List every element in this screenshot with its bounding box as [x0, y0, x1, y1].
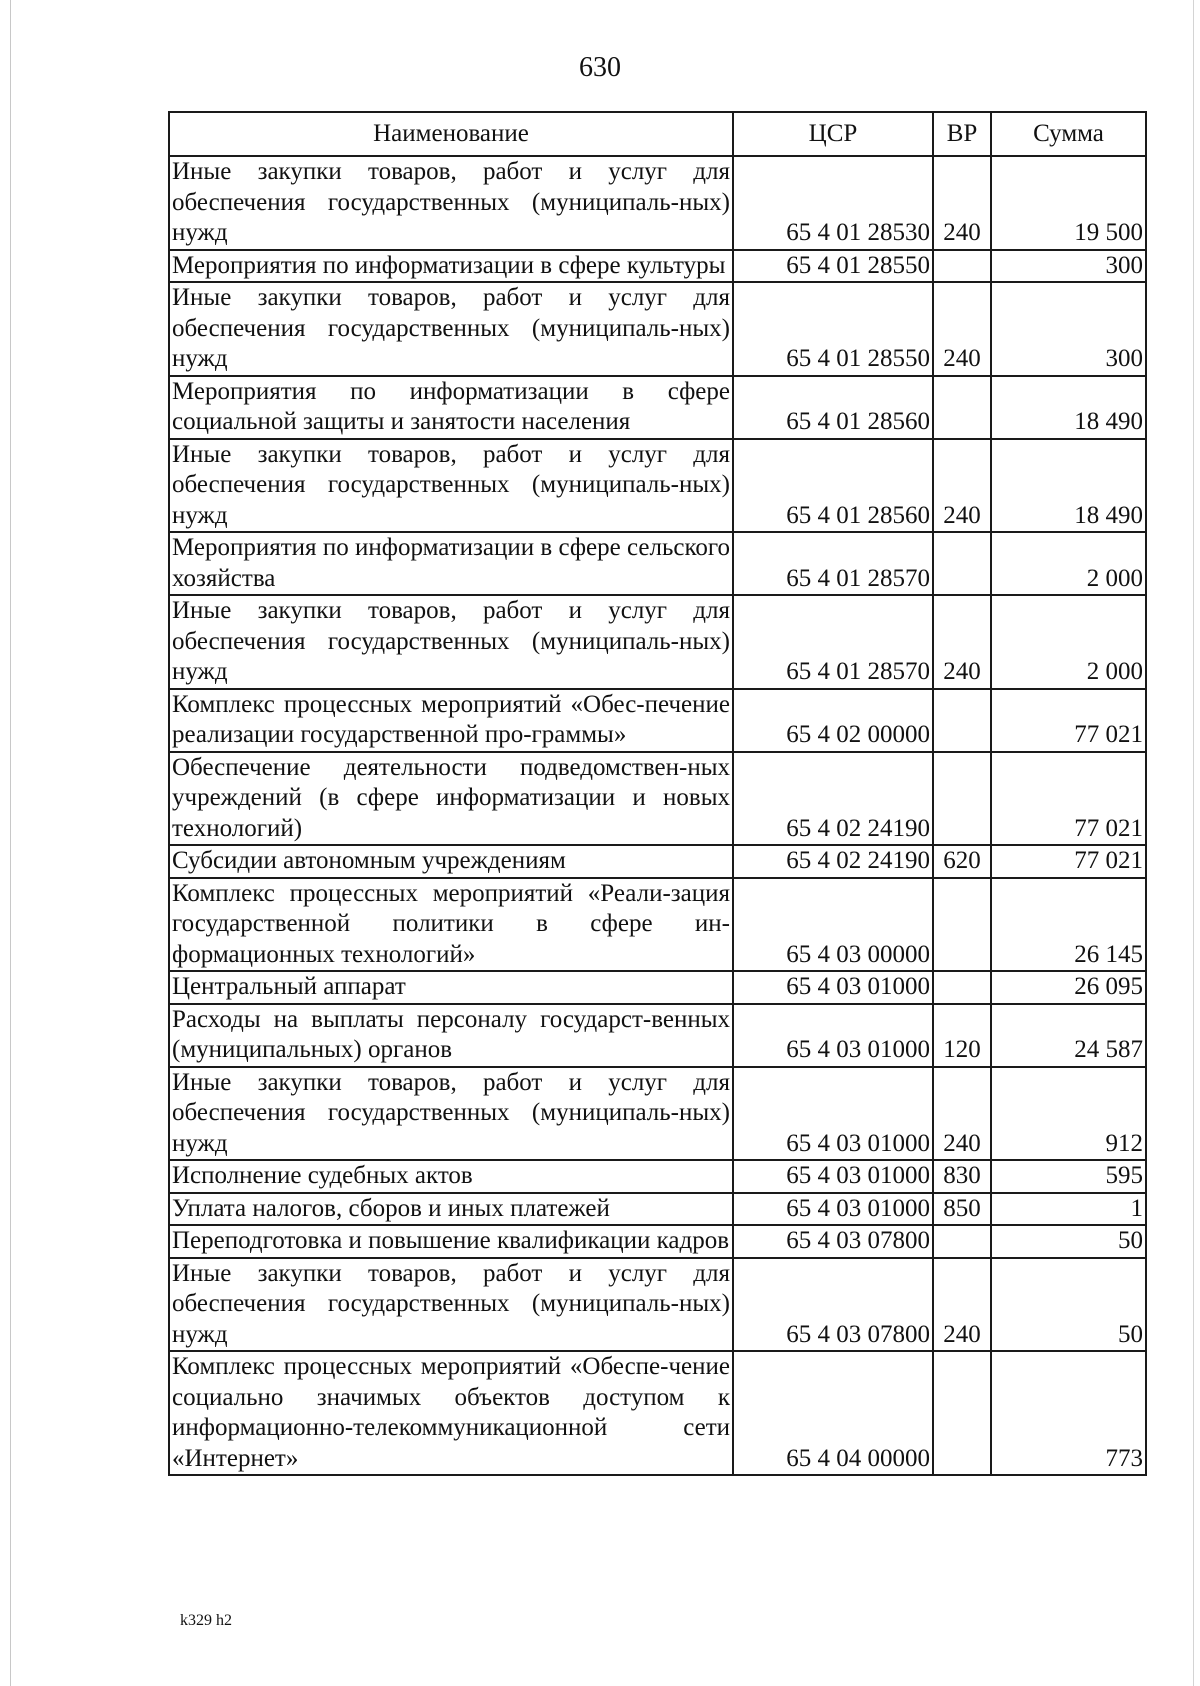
row-name-cell: Уплата налогов, сборов и иных платежей: [169, 1193, 733, 1226]
table-row: [169, 752, 1146, 846]
row-name-cell: Иные закупки товаров, работ и услуг для обеспечения государственных (муниципаль-ных) нужд: [169, 282, 733, 376]
row-sum-cell: 2 000: [991, 595, 1146, 689]
row-sum-cell: 18 490: [991, 439, 1146, 533]
row-vr-cell: 240: [933, 1067, 991, 1161]
scan-edge-right: [1193, 0, 1194, 1686]
row-csr-cell: 65 4 01 28550: [733, 250, 933, 283]
row-sum-cell: 912: [991, 1067, 1146, 1161]
row-sum-cell: 300: [991, 282, 1146, 376]
scan-edge-left: [10, 0, 11, 1686]
row-csr-cell: 65 4 03 01000: [733, 1067, 933, 1161]
table-row: [169, 845, 1146, 878]
row-name-cell: Комплекс процессных мероприятий «Реали-зация государственной политики в сфере ин-формационных технологий»: [169, 878, 733, 972]
row-sum-cell: 50: [991, 1225, 1146, 1258]
table-row: [169, 1225, 1146, 1258]
table-row: [169, 1160, 1146, 1193]
table-row: [169, 439, 1146, 533]
row-csr-cell: 65 4 01 28550: [733, 282, 933, 376]
table-row: [169, 1067, 1146, 1161]
row-csr-cell: 65 4 03 07800: [733, 1225, 933, 1258]
row-name-cell: Мероприятия по информатизации в сфере социальной защиты и занятости населения: [169, 376, 733, 439]
row-vr-cell: [933, 752, 991, 846]
row-vr-cell: [933, 250, 991, 283]
row-sum-cell: 77 021: [991, 845, 1146, 878]
row-sum-cell: 773: [991, 1351, 1146, 1475]
table-row: [169, 156, 1146, 250]
table-row: [169, 971, 1146, 1004]
row-sum-cell: 2 000: [991, 532, 1146, 595]
row-sum-cell: 50: [991, 1258, 1146, 1352]
row-csr-cell: 65 4 01 28570: [733, 595, 933, 689]
row-name-cell: Иные закупки товаров, работ и услуг для обеспечения государственных (муниципаль-ных) нужд: [169, 156, 733, 250]
table-row: [169, 250, 1146, 283]
row-vr-cell: [933, 532, 991, 595]
row-vr-cell: [933, 1351, 991, 1475]
table-row: [169, 595, 1146, 689]
table-row: [169, 282, 1146, 376]
row-sum-cell: 24 587: [991, 1004, 1146, 1067]
table-row: [169, 376, 1146, 439]
row-csr-cell: 65 4 04 00000: [733, 1351, 933, 1475]
footer-code: k329 h2: [180, 1612, 232, 1629]
table-row: [169, 689, 1146, 752]
header-csr: ЦСР: [733, 112, 933, 156]
row-sum-cell: 595: [991, 1160, 1146, 1193]
row-vr-cell: 240: [933, 282, 991, 376]
row-vr-cell: [933, 971, 991, 1004]
row-name-cell: Обеспечение деятельности подведомствен-ных учреждений (в сфере информатизации и новых технологий): [169, 752, 733, 846]
row-sum-cell: 77 021: [991, 752, 1146, 846]
row-csr-cell: 65 4 01 28530: [733, 156, 933, 250]
row-sum-cell: 18 490: [991, 376, 1146, 439]
row-csr-cell: 65 4 03 00000: [733, 878, 933, 972]
row-sum-cell: 26 095: [991, 971, 1146, 1004]
row-vr-cell: 240: [933, 439, 991, 533]
row-csr-cell: 65 4 03 01000: [733, 1160, 933, 1193]
row-name-cell: Иные закупки товаров, работ и услуг для обеспечения государственных (муниципаль-ных) нужд: [169, 1258, 733, 1352]
row-csr-cell: 65 4 03 01000: [733, 971, 933, 1004]
row-csr-cell: 65 4 01 28560: [733, 376, 933, 439]
row-name-cell: Переподготовка и повышение квалификации кадров: [169, 1225, 733, 1258]
table-row: [169, 1351, 1146, 1475]
row-name-cell: Мероприятия по информатизации в сфере культуры: [169, 250, 733, 283]
row-csr-cell: 65 4 01 28570: [733, 532, 933, 595]
header-name: Наименование: [169, 112, 733, 156]
row-vr-cell: [933, 376, 991, 439]
table-row: [169, 532, 1146, 595]
row-csr-cell: 65 4 02 00000: [733, 689, 933, 752]
row-sum-cell: 1: [991, 1193, 1146, 1226]
header-vr: ВР: [933, 112, 991, 156]
row-name-cell: Мероприятия по информатизации в сфере сельского хозяйства: [169, 532, 733, 595]
page-number: 630: [579, 52, 621, 83]
header-sum: Сумма: [991, 112, 1146, 156]
table-row: [169, 1004, 1146, 1067]
row-vr-cell: 830: [933, 1160, 991, 1193]
row-name-cell: Исполнение судебных актов: [169, 1160, 733, 1193]
row-vr-cell: 240: [933, 1258, 991, 1352]
row-name-cell: Расходы на выплаты персоналу государст-венных (муниципальных) органов: [169, 1004, 733, 1067]
row-csr-cell: 65 4 02 24190: [733, 845, 933, 878]
row-csr-cell: 65 4 01 28560: [733, 439, 933, 533]
row-vr-cell: 240: [933, 156, 991, 250]
row-vr-cell: 120: [933, 1004, 991, 1067]
table-body: [169, 156, 1146, 1475]
row-sum-cell: 300: [991, 250, 1146, 283]
budget-table: [168, 111, 1147, 1476]
table-row: [169, 1193, 1146, 1226]
row-vr-cell: [933, 1225, 991, 1258]
table-row: [169, 1258, 1146, 1352]
row-name-cell: Центральный аппарат: [169, 971, 733, 1004]
row-sum-cell: 77 021: [991, 689, 1146, 752]
table-header-row: [169, 112, 1146, 156]
row-name-cell: Комплекс процессных мероприятий «Обес-печение реализации государственной про-граммы»: [169, 689, 733, 752]
row-vr-cell: [933, 878, 991, 972]
row-vr-cell: [933, 689, 991, 752]
row-csr-cell: 65 4 03 07800: [733, 1258, 933, 1352]
row-csr-cell: 65 4 03 01000: [733, 1193, 933, 1226]
table-row: [169, 878, 1146, 972]
row-vr-cell: 240: [933, 595, 991, 689]
row-vr-cell: 620: [933, 845, 991, 878]
row-csr-cell: 65 4 02 24190: [733, 752, 933, 846]
row-name-cell: Иные закупки товаров, работ и услуг для обеспечения государственных (муниципаль-ных) нужд: [169, 1067, 733, 1161]
row-name-cell: Иные закупки товаров, работ и услуг для обеспечения государственных (муниципаль-ных) нужд: [169, 595, 733, 689]
row-csr-cell: 65 4 03 01000: [733, 1004, 933, 1067]
row-name-cell: Комплекс процессных мероприятий «Обеспе-чение социально значимых объектов доступом к информационно-телекоммуникационной сети «Интернет»: [169, 1351, 733, 1475]
row-vr-cell: 850: [933, 1193, 991, 1226]
row-name-cell: Субсидии автономным учреждениям: [169, 845, 733, 878]
row-sum-cell: 19 500: [991, 156, 1146, 250]
row-name-cell: Иные закупки товаров, работ и услуг для обеспечения государственных (муниципаль-ных) нужд: [169, 439, 733, 533]
row-sum-cell: 26 145: [991, 878, 1146, 972]
